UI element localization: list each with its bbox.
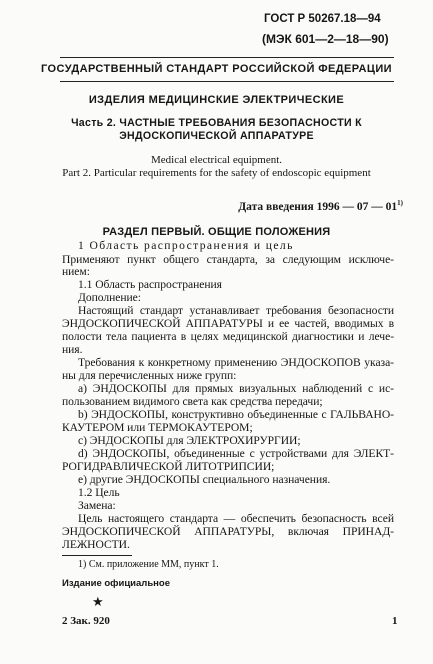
- body-line: ны для перечисленных ниже групп:: [62, 369, 237, 382]
- body-line: e) другие ЭНДОСКОПЫ специального назначения.: [78, 473, 331, 486]
- title-main: ИЗДЕЛИЯ МЕДИЦИНСКИЕ ЭЛЕКТРИЧЕСКИЕ: [88, 94, 345, 106]
- title-part-line1: Часть 2. ЧАСТНЫЕ ТРЕБОВАНИЯ БЕЗОПАСНОСТИ К: [71, 117, 362, 129]
- body-line: 1.1 Область распространения: [78, 278, 222, 291]
- body-line: нием:: [62, 265, 90, 278]
- date-footnote-mark: 1): [397, 199, 403, 207]
- body-line: d) ЭНДОСКОПЫ, объединенные с устройствами для ЭЛЕКТ-: [78, 447, 394, 460]
- footnote: 1) См. приложение ММ, пункт 1.: [78, 559, 219, 570]
- section-title: РАЗДЕЛ ПЕРВЫЙ. ОБЩИЕ ПОЛОЖЕНИЯ: [102, 226, 331, 238]
- body-line: Применяют пункт общего стандарта, за следующим исключе-: [62, 253, 394, 266]
- body-line: РОГИДРАВЛИЧЕСКОЙ ЛИТОТРИПСИИ;: [62, 460, 275, 473]
- body-line: Замена:: [78, 499, 116, 512]
- clause-heading: 1 Область распространения и цель: [78, 239, 294, 252]
- date-label: Дата введения: [238, 200, 314, 213]
- body-line: ЛЕЖНОСТИ.: [62, 538, 130, 551]
- body-line: Настоящий стандарт устанавливает требования безопасности: [78, 304, 394, 317]
- title-part-line2: ЭНДОСКОПИЧЕСКОЙ АППАРАТУРЕ: [119, 130, 314, 142]
- body-line: Цель настоящего стандарта — обеспечить безопасность всей: [78, 512, 394, 525]
- body-line: КАУТЕРОМ или ТЕРМОКАУТЕРОМ;: [62, 421, 253, 434]
- page-number: 1: [392, 615, 398, 627]
- iec-number: (МЭК 601—2—18—90): [262, 32, 389, 46]
- standard-type: ГОСУДАРСТВЕННЫЙ СТАНДАРТ РОССИЙСКОЙ ФЕДЕРАЦИИ: [41, 63, 392, 75]
- date-value: 1996 — 07 — 01: [316, 200, 398, 213]
- body-line: Требования к конкретному применению ЭНДОСКОПОВ указа-: [78, 356, 394, 369]
- body-line: пользованием видимого света как средства передачи;: [62, 395, 323, 408]
- body-line: c) ЭНДОСКОПЫ для ЭЛЕКТРОХИРУРГИИ;: [78, 434, 301, 447]
- header-rule-bottom: [60, 81, 394, 82]
- order-number: 2 Зак. 920: [62, 615, 110, 627]
- introduction-date: [238, 199, 403, 213]
- body-line: полости тела пациента в целях медицинской диагностики и лече-: [62, 330, 394, 343]
- header-rule-top: [60, 57, 394, 58]
- footnote-rule: [62, 555, 132, 556]
- body-line: ЭНДОСКОПИЧЕСКОЙ АППАРАТУРЫ, включая ПРИНАД-: [62, 525, 394, 538]
- body-line: ния.: [62, 343, 83, 356]
- body-line: Дополнение:: [78, 291, 141, 304]
- body-line: 1.2 Цель: [78, 486, 120, 499]
- body-line: b) ЭНДОСКОПЫ, конструктивно объединенные с ГАЛЬВАНО-: [78, 408, 394, 421]
- english-title-line2: Part 2. Particular requirements for the safety of endoscopic equipment: [62, 167, 371, 179]
- official-edition: Издание официальное: [62, 578, 170, 589]
- star-icon: ★: [92, 594, 104, 609]
- body-line: a) ЭНДОСКОПЫ для прямых визуальных наблюдений с ис-: [78, 382, 394, 395]
- english-title-line1: Medical electrical equipment.: [150, 154, 283, 166]
- body-line: ЭНДОСКОПИЧЕСКОЙ АППАРАТУРЫ и ее частей, вводимых в: [62, 317, 394, 330]
- gost-number: ГОСТ Р 50267.18—94: [264, 13, 381, 25]
